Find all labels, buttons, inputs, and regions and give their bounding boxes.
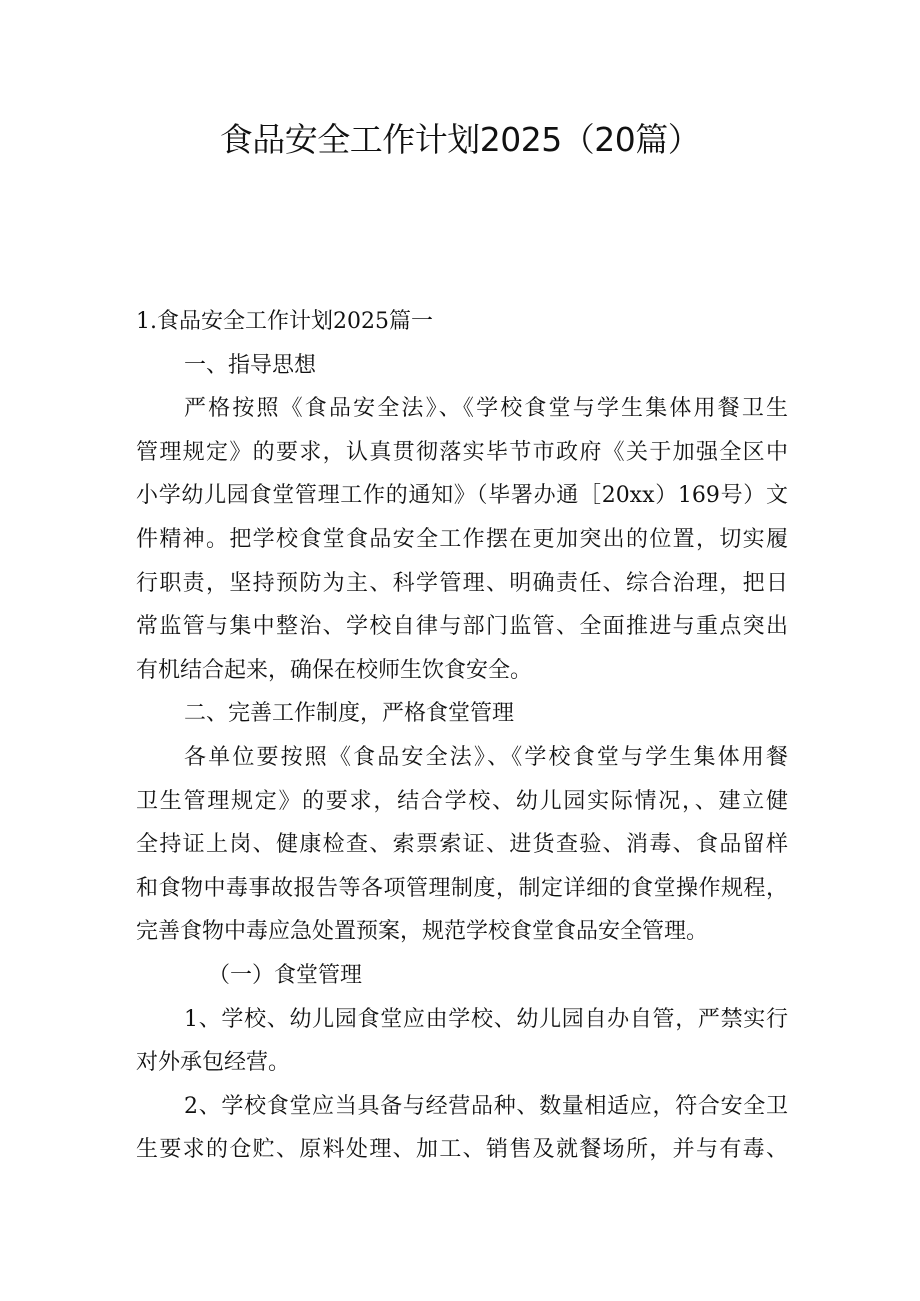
body-line: 2、学校食堂应当具备与经营品种、数量相适应，符合安全卫 xyxy=(184,1093,788,1119)
body-line: 常监管与集中整治、学校自律与部门监管、全面推进与重点突出 xyxy=(136,614,788,640)
body-line: （一）食堂管理 xyxy=(208,962,363,988)
body-line: 生要求的仓贮、原料处理、加工、销售及就餐场所，并与有毒、 xyxy=(136,1137,788,1163)
body-line: 行职责，坚持预防为主、科学管理、明确责任、综合治理，把日 xyxy=(136,570,788,596)
body-line: 有机结合起来，确保在校师生饮食安全。 xyxy=(136,657,533,683)
body-line: 件精神。把学校食堂食品安全工作摆在更加突出的位置，切实履 xyxy=(136,526,788,552)
body-line: 小学幼儿园食堂管理工作的通知》（毕署办通［20xx）169号）文 xyxy=(136,483,788,509)
document-body xyxy=(136,300,788,1172)
body-line: 严格按照《食品安全法》、《学校食堂与学生集体用餐卫生 xyxy=(184,396,788,422)
body-line: 对外承包经营。 xyxy=(136,1050,291,1076)
body-line: 全持证上岗、健康检查、索票索证、进货查验、消毒、食品留样 xyxy=(136,832,788,858)
body-line: 二、完善工作制度，严格食堂管理 xyxy=(184,701,515,727)
body-line: 和食物中毒事故报告等各项管理制度，制定详细的食堂操作规程， xyxy=(136,875,788,901)
body-line: 完善食物中毒应急处置预案，规范学校食堂食品安全管理。 xyxy=(136,919,709,945)
body-line: 一、指导思想 xyxy=(184,352,317,378)
body-line: 1.食品安全工作计划2025篇一 xyxy=(136,309,433,334)
body-line: 1、学校、幼儿园食堂应由学校、幼儿园自办自管，严禁实行 xyxy=(184,1006,788,1032)
document-title: 食品安全工作计划2025（20篇） xyxy=(219,120,701,159)
body-line: 各单位要按照《食品安全法》、《学校食堂与学生集体用餐 xyxy=(184,744,788,770)
body-line: 卫生管理规定》的要求，结合学校、幼儿园实际情况，、建立健 xyxy=(136,788,788,814)
body-line: 管理规定》的要求，认真贯彻落实毕节市政府《关于加强全区中 xyxy=(136,439,788,465)
